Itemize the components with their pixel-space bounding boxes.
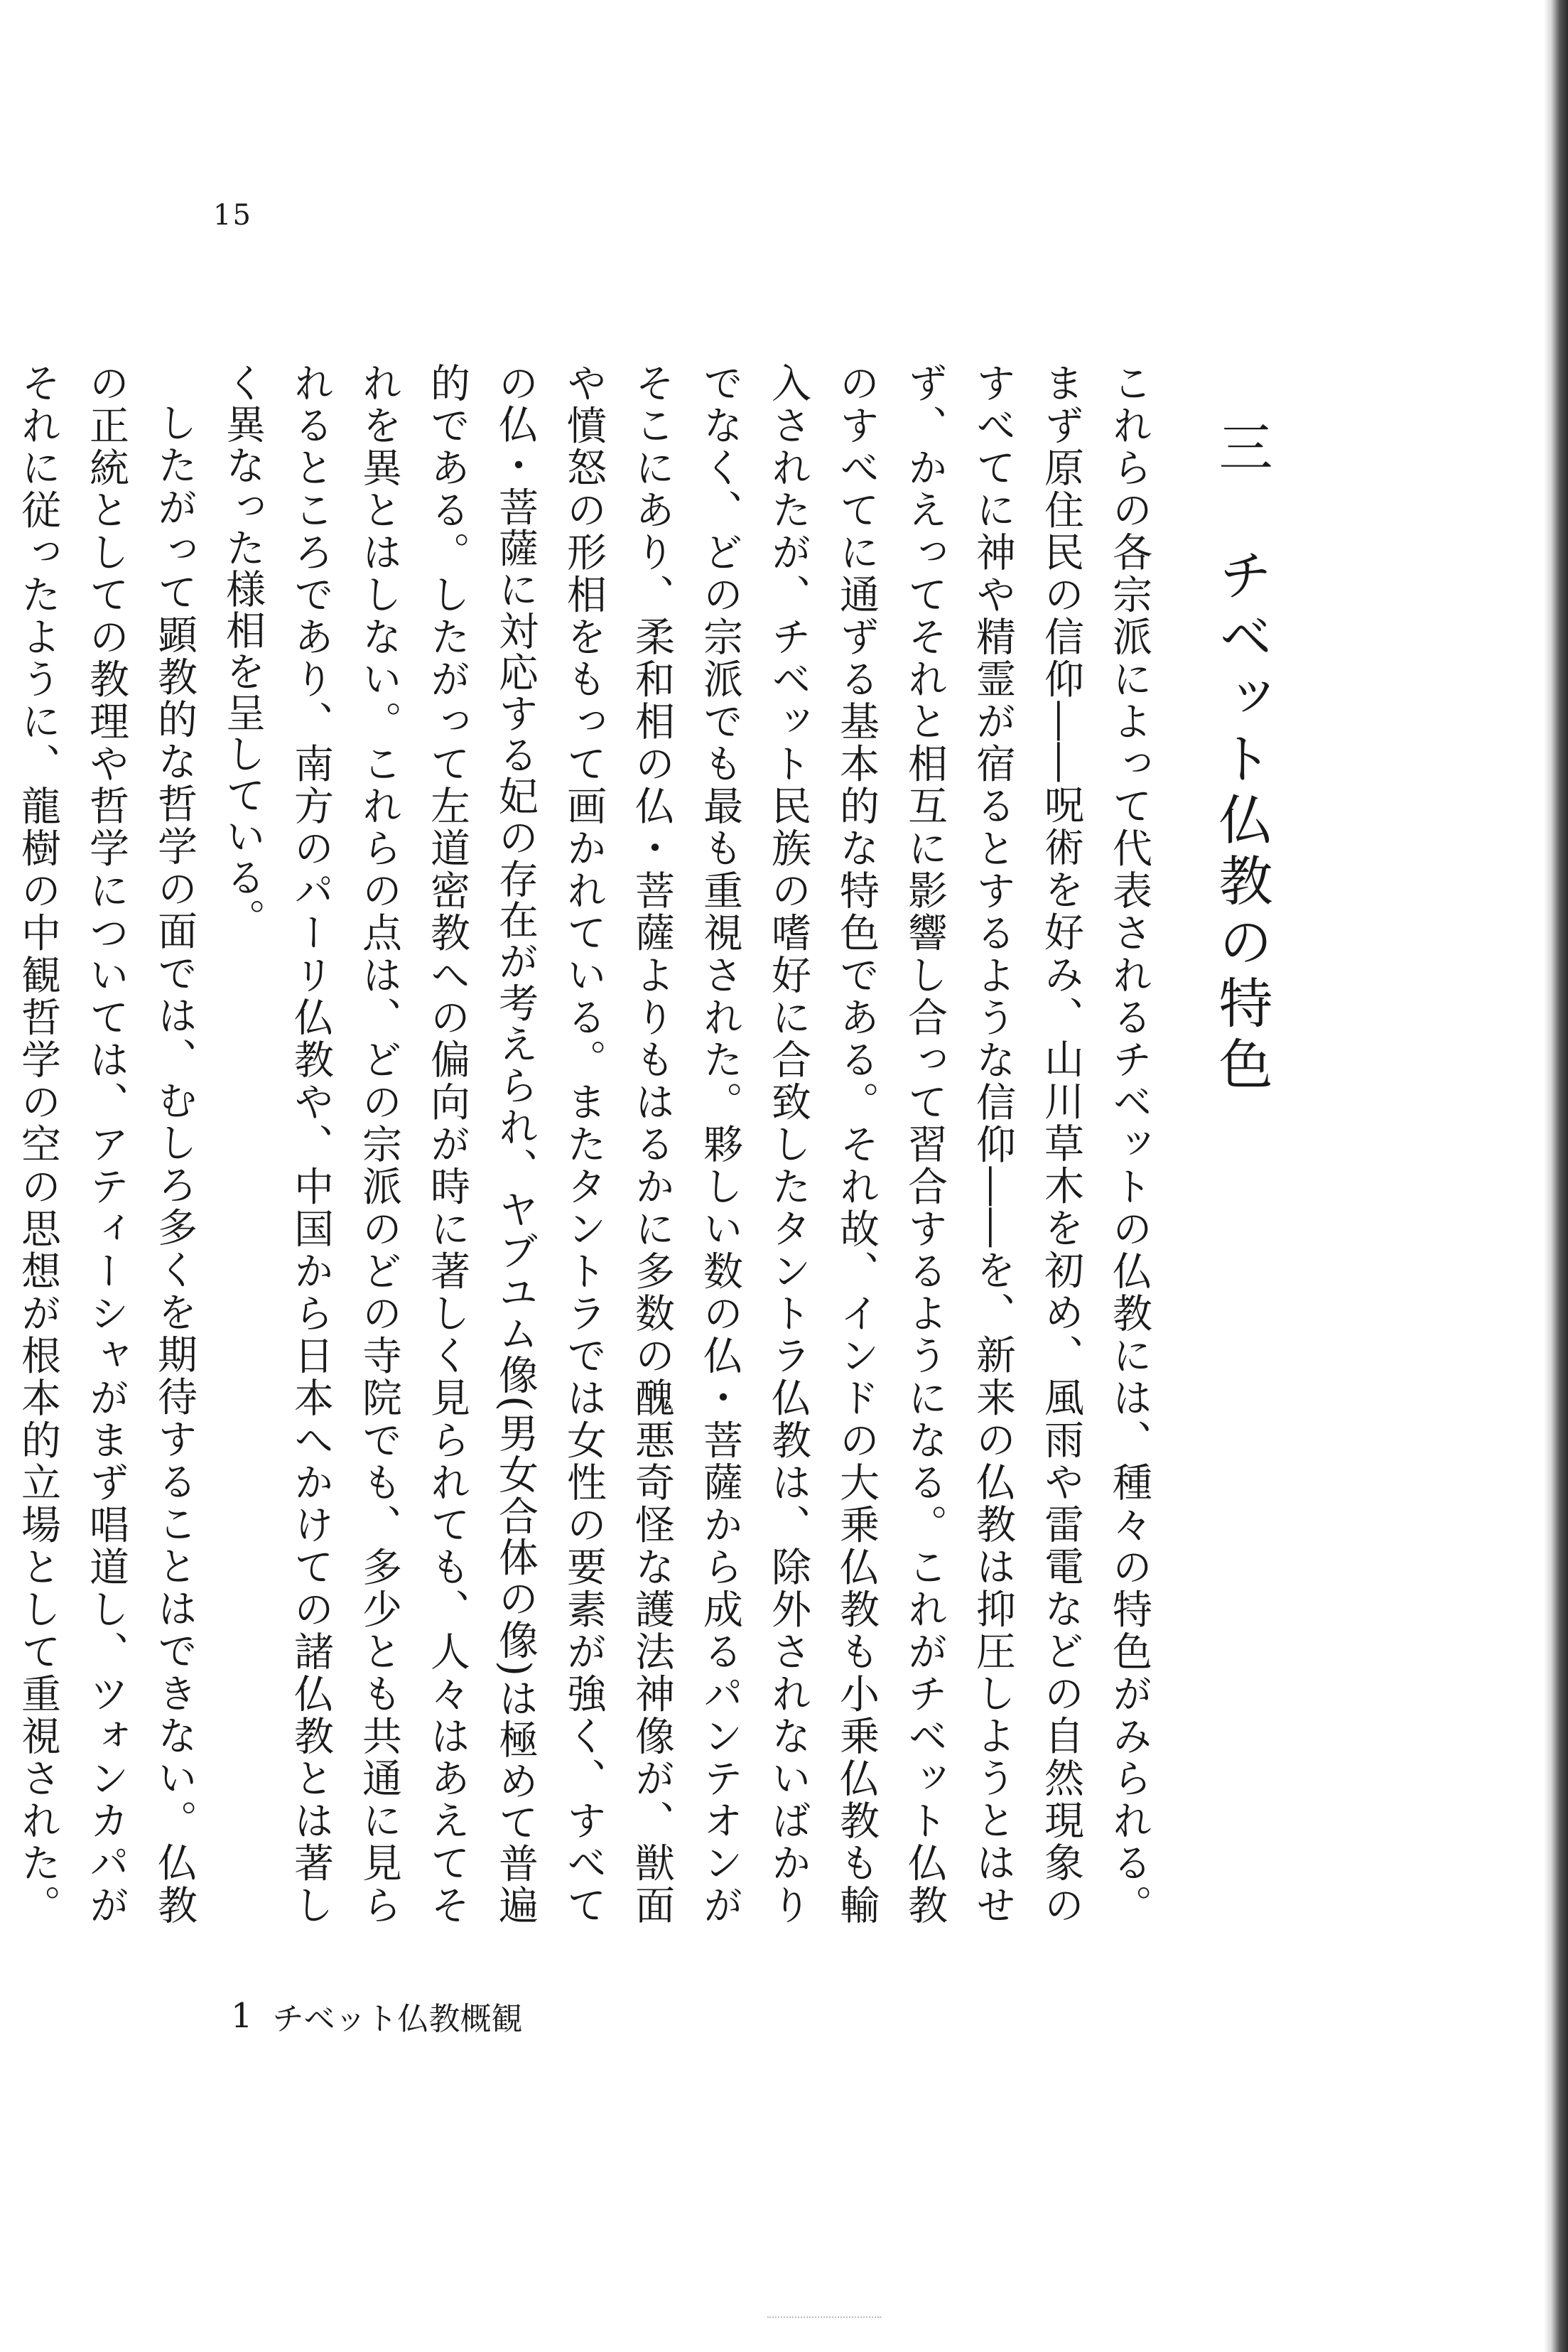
- scan-specks: [767, 2316, 881, 2320]
- page-number: 15: [213, 199, 252, 232]
- page-edge-shadow: [1544, 0, 1568, 2352]
- section-title: チベット仏教の特色: [1210, 547, 1273, 1098]
- footer-chapter-number: 1: [231, 1996, 253, 2036]
- running-footer: [231, 1993, 523, 2039]
- body-text: [15, 362, 1319, 1926]
- paragraph-1: これらの各宗派によって代表されるチベットの仏教には、種々の特色がみられる。まず原住民の信仰――呪術を好み、山川草木を初め、風雨や雷電などの自然現象のすべてに神や精霊が宿るとするような信仰――を、新来の仏教は抑圧しようとはせず、かえってそれと相互に影響し合って習合するようになる。これがチベット仏教のすべてに通ずる基本的な特色である。それ故、インドの大乗仏教も小乗仏教も輸入されたが、チベット民族の嗜好に合致したタントラ仏教は、除外されないばかりでなく、どの宗派でも最も重視された。夥しい数の仏・菩薩から成るパンテオンがそこにあり、柔和相の仏・菩薩よりもはるかに多数の醜悪奇怪な護法神像が、獣面や憤怒の形相をもって画かれている。またタントラでは女性の要素が強く、すべての仏・菩薩に対応する妃の存在が考えられ、ヤブユム像(男女合体の像)は極めて普遍的である。したがって左道密教への偏向が時に著しく見られても、人々はあえてそれを異とはしない。これらの点は、どの宗派のどの寺院でも、多少とも共通に見られるところであり、南方のパーリ仏教や、中国から日本へかけての諸仏教とは著しく異なった様相を呈している。: [220, 362, 1152, 1926]
- footer-chapter-title: チベット仏教概観: [272, 2001, 523, 2037]
- section-heading: [1163, 362, 1319, 1926]
- section-number: 三: [1210, 419, 1273, 480]
- paragraph-2: したがって顕教的な哲学の面では、むしろ多くを期待することはできない。仏教の正統としての教理や哲学については、アティーシャがまず唱道し、ツォンカパがそれに従ったように、龍樹の中観哲学の空の思想が根本的立場として重視された。: [15, 362, 198, 1926]
